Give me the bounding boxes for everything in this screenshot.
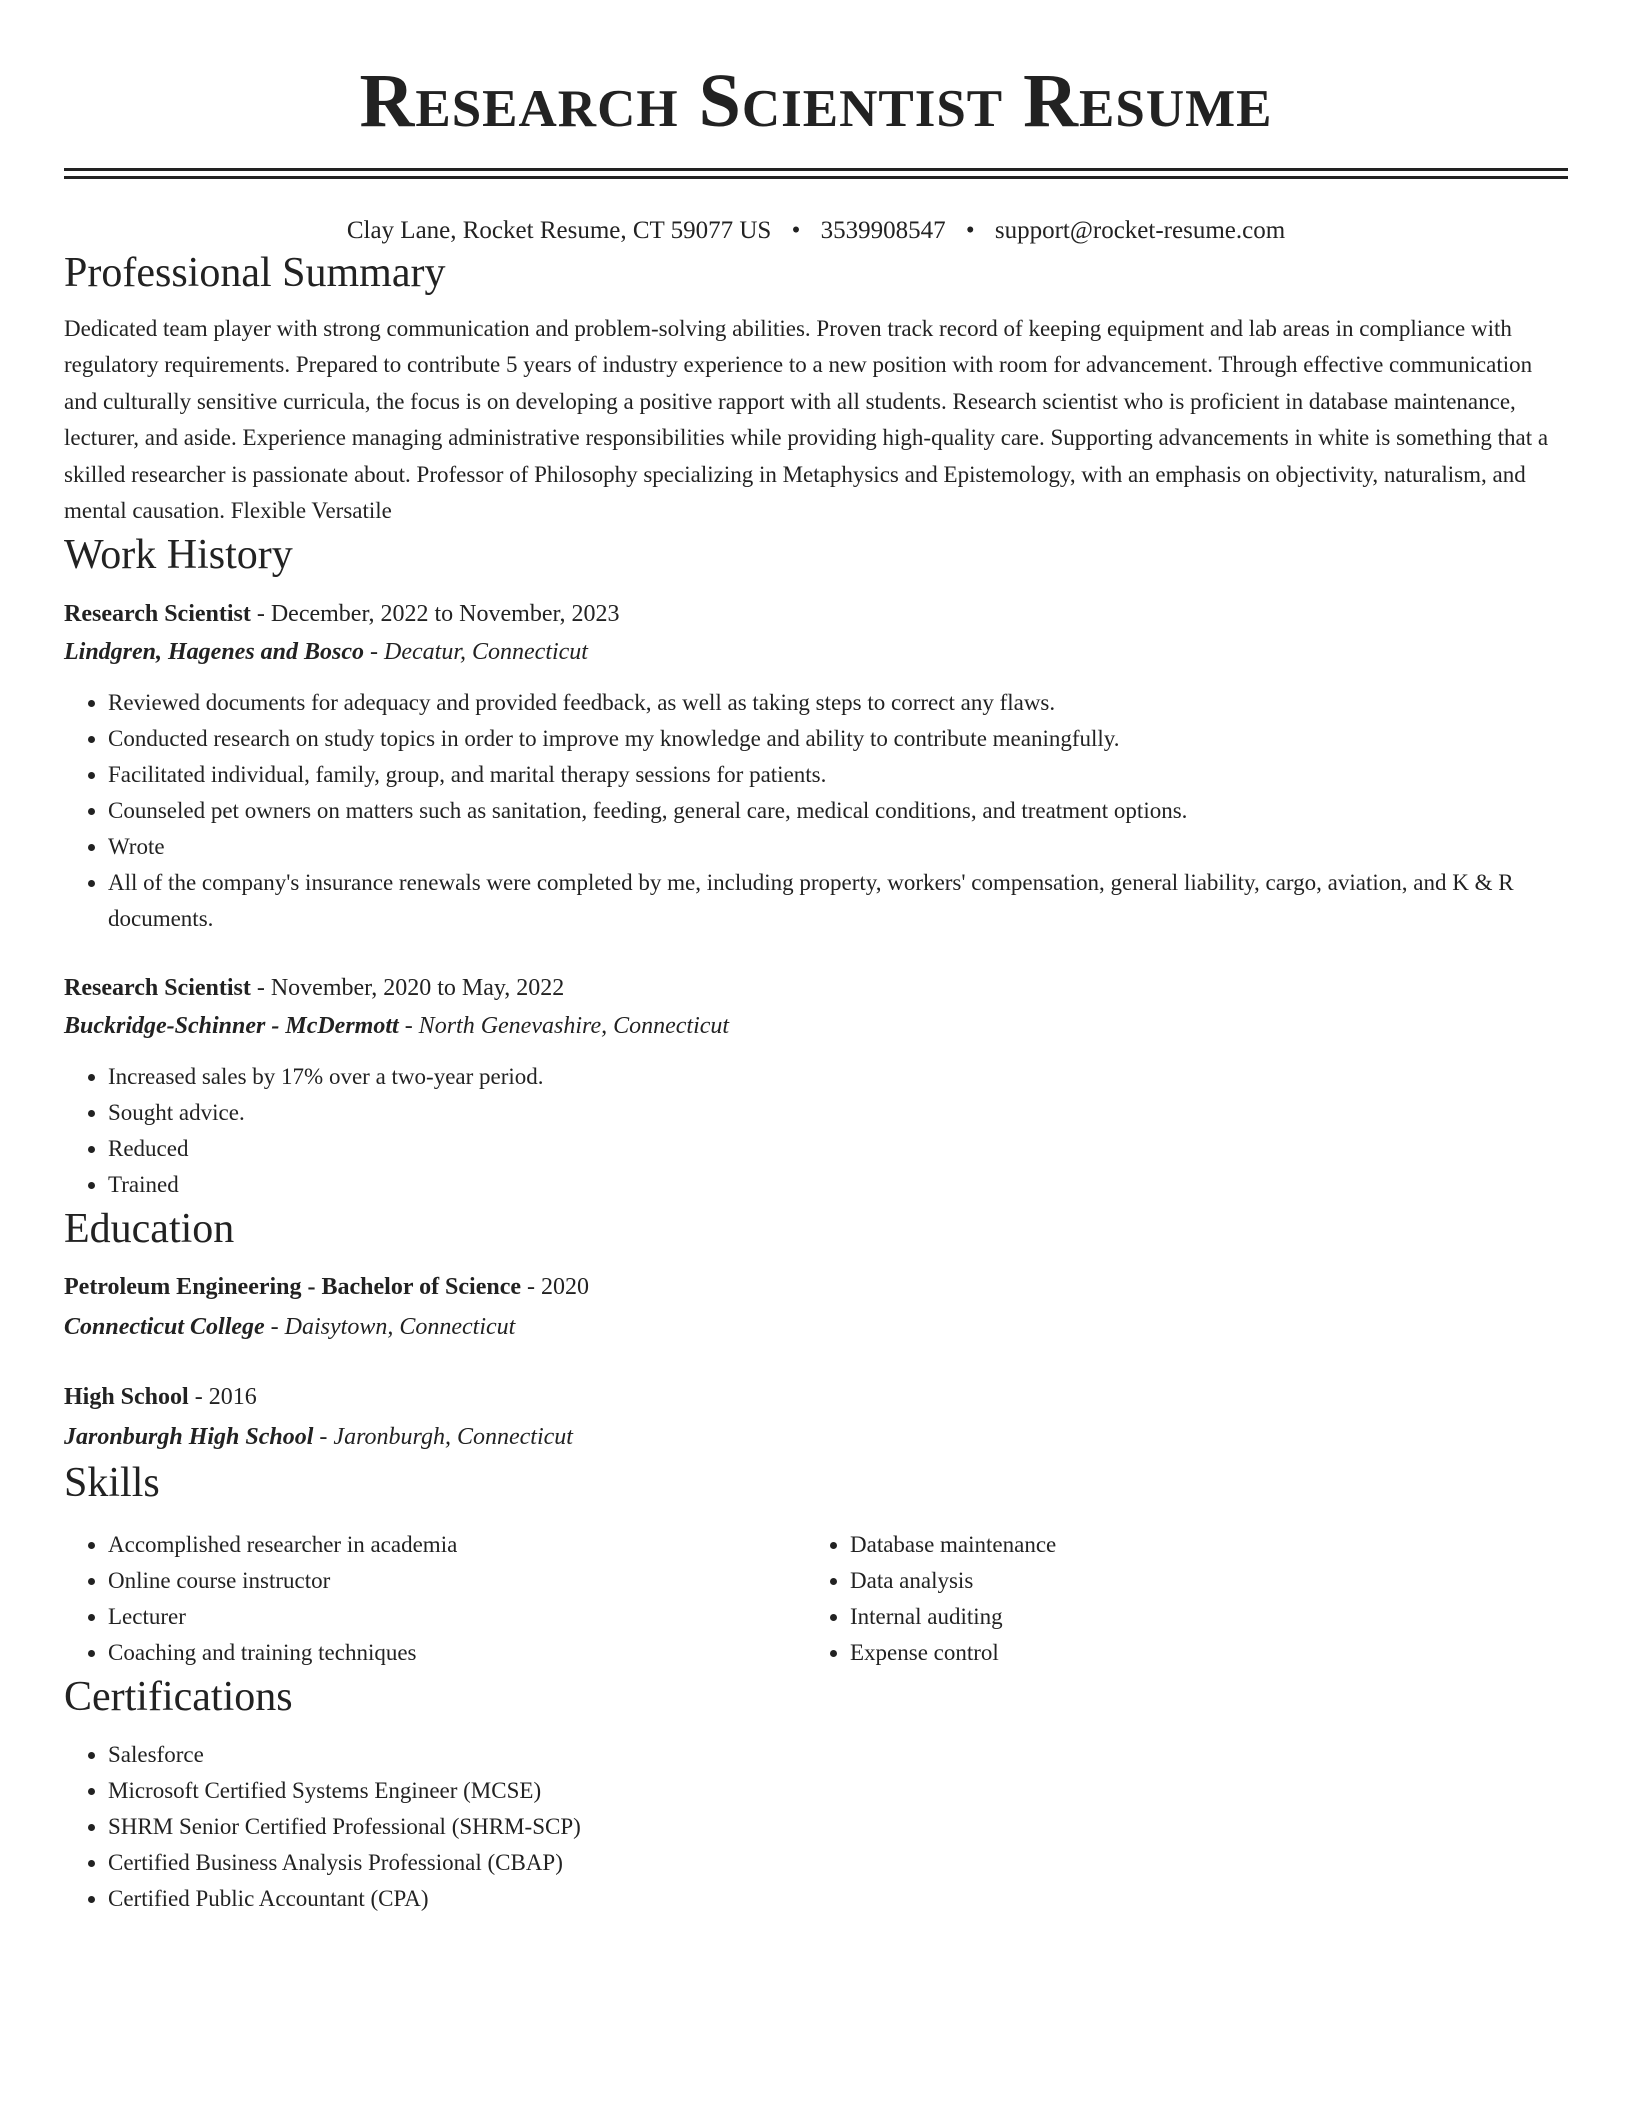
skill-item: • Lecturer: [108, 1599, 806, 1635]
job-entry: [64, 595, 1568, 937]
skills-list-left: [64, 1527, 806, 1671]
skill-item: • Coaching and training techniques: [108, 1635, 806, 1671]
education-entry: [64, 1377, 1568, 1457]
job-bullet: • Reduced: [108, 1131, 1568, 1167]
skill-item: • Accomplished researcher in academia: [108, 1527, 806, 1563]
summary-text: Dedicated team player with strong communication and problem-solving abilities. Proven track record of keeping equipment and lab areas in compliance with regulatory requirements. Prepared to contribute 5 years of industry experience to a new position with room for advancement. Through effective communication and culturally sensitive curricula, the focus is on developing a positive rapport with all students. Research scientist who is proficient in database maintenance, lecturer, and aside. Experience managing administrative responsibilities while providing high-quality care. Supporting advancements in white is something that a skilled researcher is passionate about. Professor of Philosophy specializing in Metaphysics and Epistemology, with an emphasis on objectivity, naturalism, and mental causation. Flexible Versatile: [64, 316, 1549, 524]
job-dates: - November, 2020 to May, 2022: [250, 975, 565, 1002]
job-bullet: • All of the company's insurance renewals were completed by me, including property, workers' compensation, general liability, cargo, aviation, and K & R documents.: [108, 865, 1568, 937]
job-company: Lindgren, Hagenes and Bosco: [64, 639, 365, 666]
education-location: - Jaronburgh, Connecticut: [313, 1424, 573, 1451]
job-bullet: • Wrote: [108, 829, 1568, 865]
certifications-heading: Certifications: [64, 1674, 293, 1721]
job-entry: [64, 969, 1568, 1203]
job-bullet: • Counseled pet owners on matters such as sanitation, feeding, general care, medical conditions, and treatment options.: [108, 793, 1568, 829]
skills-grid: [64, 1527, 1568, 1671]
job-title: Research Scientist: [64, 975, 251, 1002]
education-year: - 2016: [188, 1384, 257, 1411]
skills-list-right: [806, 1527, 1548, 1671]
skill-item: • Internal auditing: [850, 1599, 1548, 1635]
job-company-line: [64, 633, 1568, 671]
education-school: Jaronburgh High School: [64, 1424, 314, 1451]
contact-line: [64, 215, 1568, 247]
certification-item: • Salesforce: [108, 1737, 1568, 1773]
skill-item: • Data analysis: [850, 1563, 1548, 1599]
job-role-line: [64, 595, 1568, 633]
job-bullet: • Increased sales by 17% over a two-year period.: [108, 1059, 1568, 1095]
summary-heading: Professional Summary: [64, 250, 446, 296]
skill-item: • Expense control: [850, 1635, 1548, 1671]
job-bullet: • Reviewed documents for adequacy and provided feedback, as well as taking steps to correct any flaws.: [108, 685, 1568, 721]
education-degree: High School: [64, 1384, 189, 1411]
job-role-line: [64, 969, 1568, 1007]
resume-page: [64, 0, 1568, 1917]
certification-item: • Certified Business Analysis Professional (CBAP): [108, 1845, 1568, 1881]
contact-address: Clay Lane, Rocket Resume, CT 59077 US: [346, 217, 772, 244]
job-company: Buckridge-Schinner - McDermott: [64, 1013, 399, 1040]
job-bullet: • Conducted research on study topics in order to improve my knowledge and ability to contribute meaningfully.: [108, 721, 1568, 757]
education-school: Connecticut College: [64, 1314, 265, 1341]
job-location: - Decatur, Connecticut: [364, 639, 588, 666]
work-history-heading: Work History: [64, 532, 293, 579]
contact-phone: 3539908547: [820, 217, 946, 244]
contact-separator: •: [791, 217, 801, 244]
contact-email: support@rocket-resume.com: [994, 217, 1286, 244]
certification-item: • SHRM Senior Certified Professional (SHRM-SCP): [108, 1809, 1568, 1845]
job-title: Research Scientist: [64, 601, 251, 628]
job-location: - North Genevashire, Connecticut: [398, 1013, 730, 1040]
education-entry: [64, 1267, 1568, 1347]
title-divider: [64, 168, 1568, 179]
skills-heading: Skills: [64, 1460, 160, 1507]
certification-item: • Certified Public Accountant (CPA): [108, 1881, 1568, 1917]
job-bullet: • Facilitated individual, family, group, and marital therapy sessions for patients.: [108, 757, 1568, 793]
education-school-line: [64, 1307, 1568, 1347]
education-school-line: [64, 1417, 1568, 1457]
education-degree-line: [64, 1267, 1568, 1307]
job-company-line: [64, 1007, 1568, 1045]
job-bullet: • Sought advice.: [108, 1095, 1568, 1131]
education-heading: Education: [64, 1206, 235, 1253]
education-year: - 2020: [521, 1274, 590, 1301]
education-location: - Daisytown, Connecticut: [264, 1314, 516, 1341]
contact-separator: •: [965, 217, 975, 244]
job-dates: - December, 2022 to November, 2023: [250, 601, 620, 628]
education-degree: Petroleum Engineering - Bachelor of Science: [64, 1274, 522, 1301]
skill-item: • Online course instructor: [108, 1563, 806, 1599]
job-bullet-list: [64, 685, 1568, 937]
job-bullet: • Trained: [108, 1167, 1568, 1203]
education-degree-line: [64, 1377, 1568, 1417]
skill-item: • Database maintenance: [850, 1527, 1548, 1563]
job-bullet-list: [64, 1059, 1568, 1203]
certifications-list: [64, 1737, 1568, 1917]
resume-title: Research Scientist Resume: [359, 59, 1273, 143]
certification-item: • Microsoft Certified Systems Engineer (MCSE): [108, 1773, 1568, 1809]
